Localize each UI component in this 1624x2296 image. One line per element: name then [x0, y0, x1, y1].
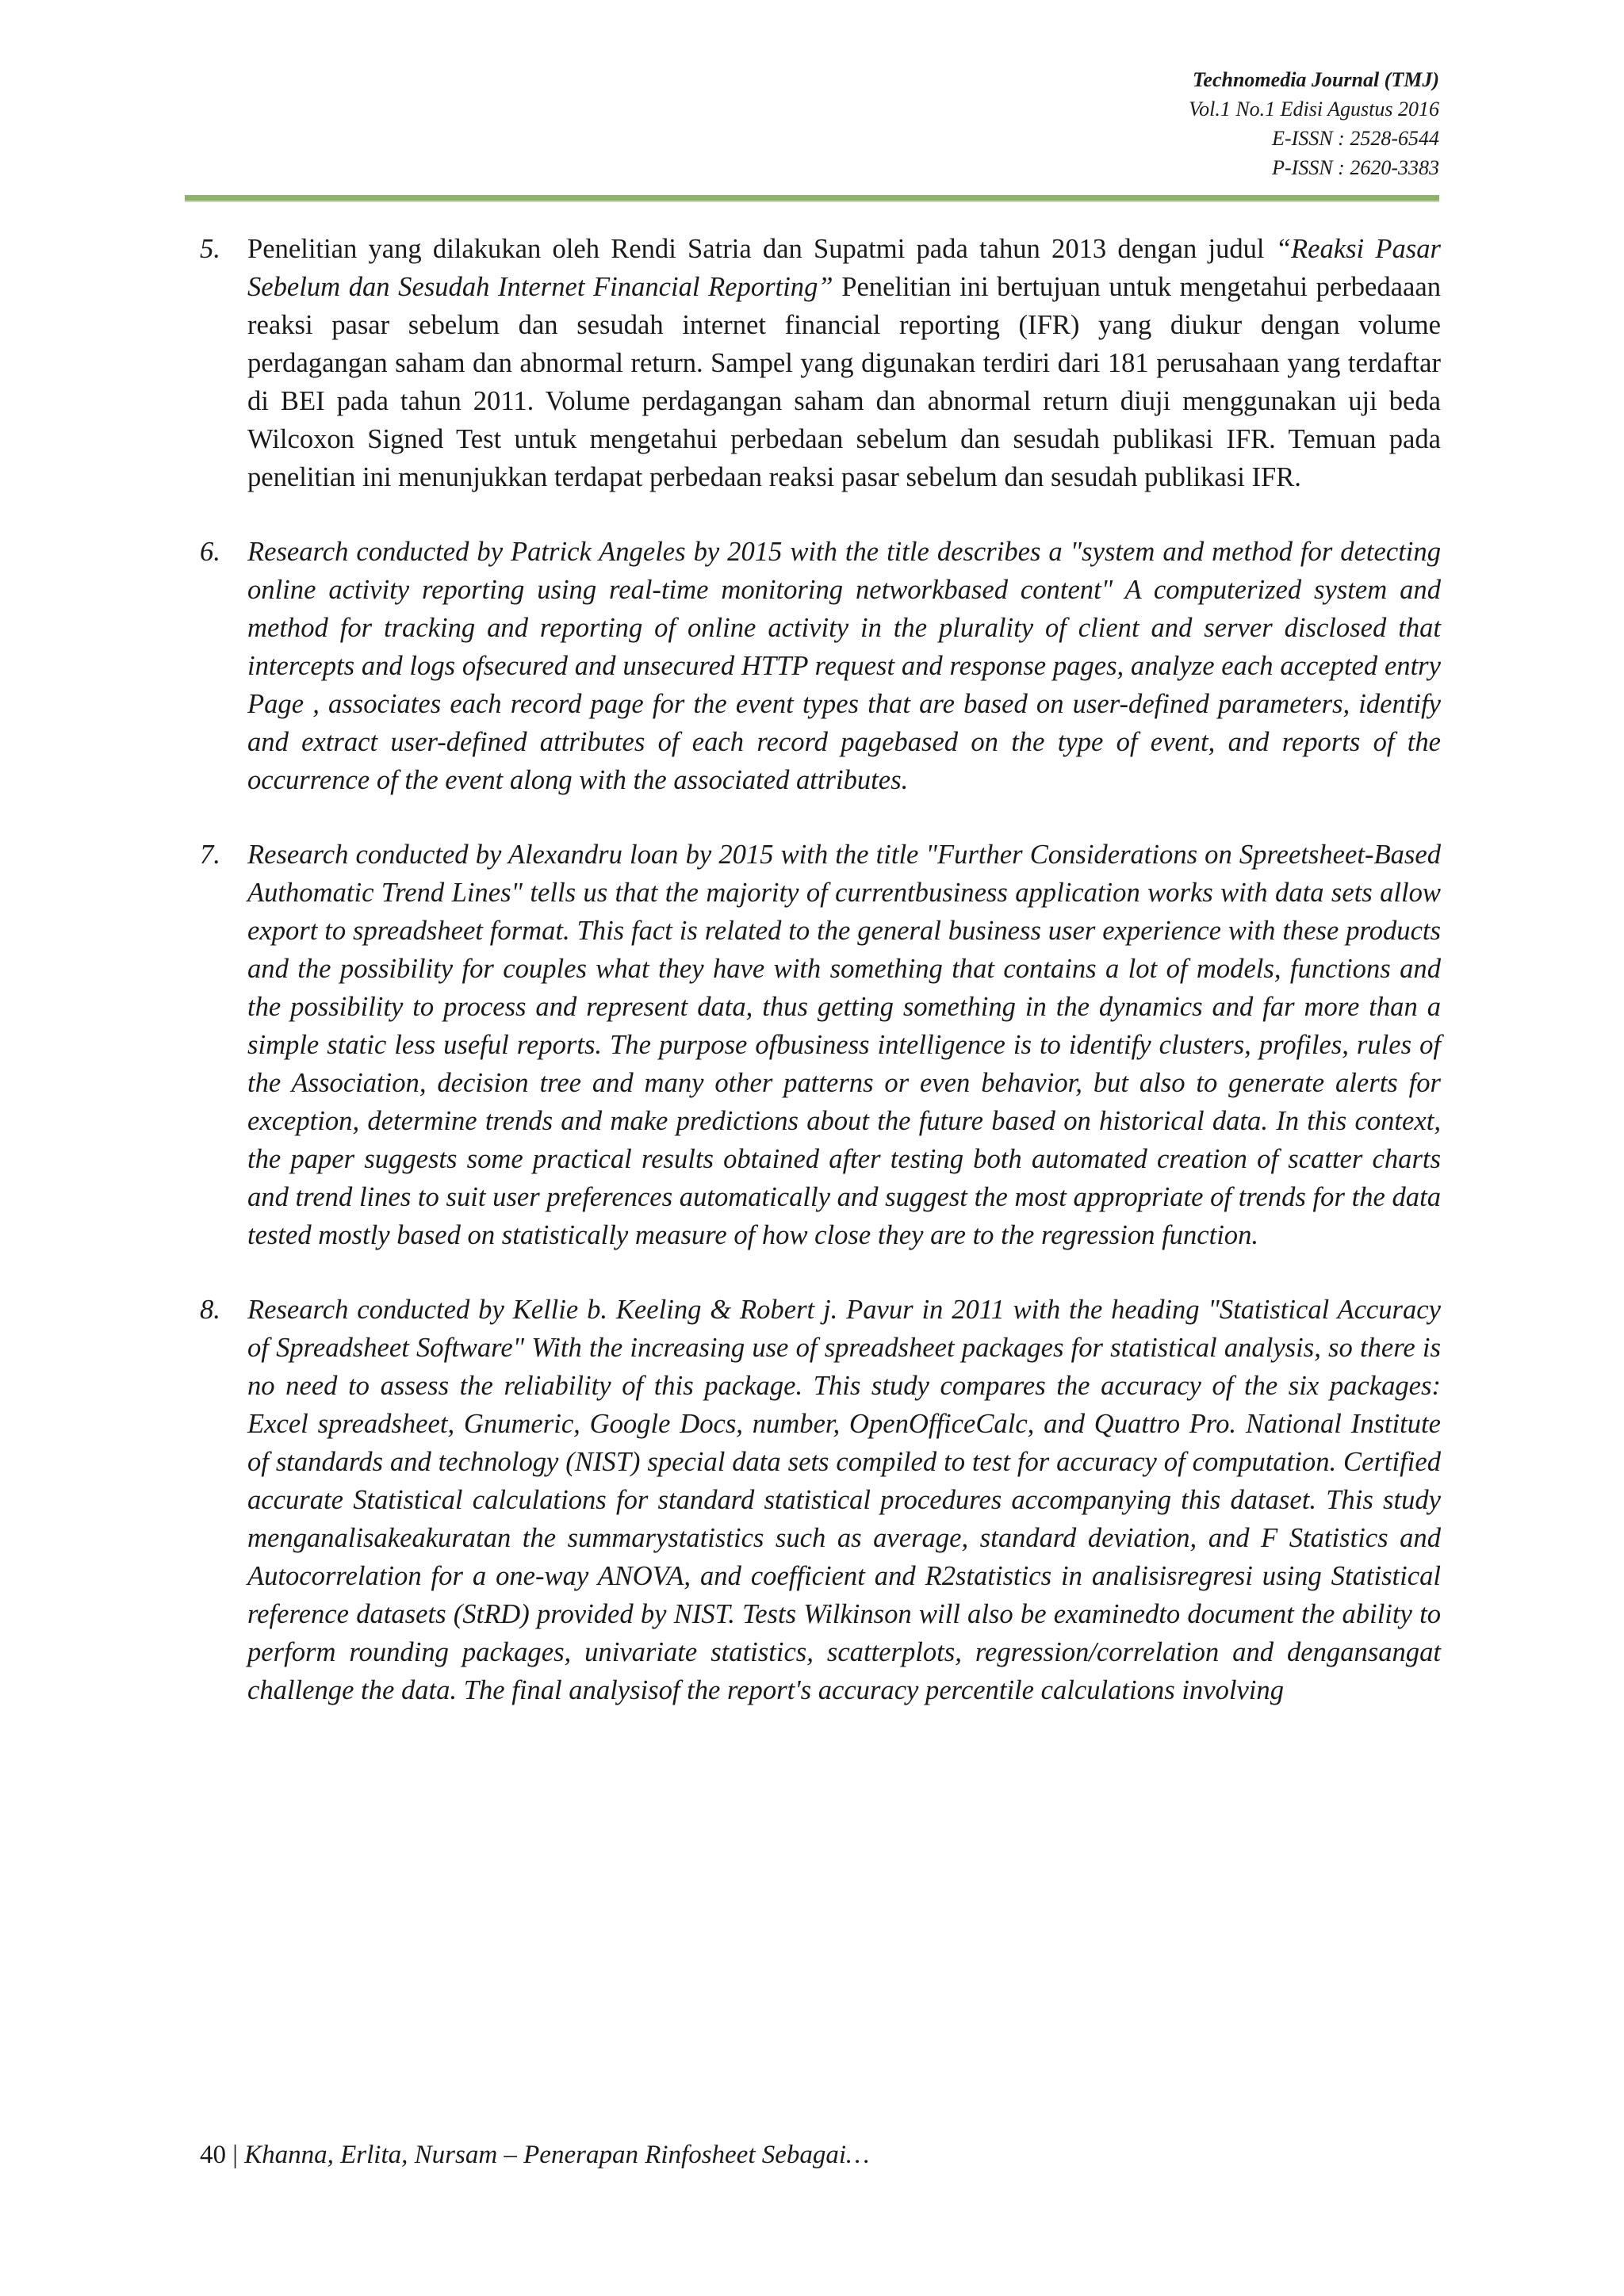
list-item-text: Research conducted by Kellie b. Keeling & Robert j. Pavur in 2011 with the heading "Statistical Accuracy of Spreadsheet Software" With the increasing use of spreadsheet packages for statistical analysis, so there is no need to assess the reliability of this package. This study compares the accuracy of the six packages: Excel spreadsheet, Gnumeric, Google Docs, number, OpenOfficeCalc, and Quattro Pro. National Institute of standards and technology (NIST) special data sets compiled to test for accuracy of computation. Certified accurate Statistical calculations for standard statistical procedures accompanying this dataset. This study menganalisakeakuratan the summarystatistics such as average, standard deviation, and F Statistics and Autocorrelation for a one-way ANOVA, and coefficient and R2statistics in analisisregresi using Statistical reference datasets (StRD) provided by NIST. Tests Wilkinson will also be examinedto document the ability to perform rounding packages, univariate statistics, scatterplots, regression/correlation and dengansangat challenge the data. The final analysisof the report's accuracy percentile calculations involving	[247, 1295, 1441, 1705]
list-item-7	[200, 836, 1441, 1254]
journal-title: Technomedia Journal (TMJ)	[1192, 68, 1439, 91]
running-title: Khanna, Erlita, Nursam – Penerapan Rinfosheet Sebagai…	[244, 2141, 870, 2169]
list-item-text	[247, 230, 1441, 496]
article-title: “Reaksi Pasar Sebelum dan Sesudah Internet Financial Reporting”	[247, 234, 1441, 302]
page-footer	[200, 2141, 869, 2170]
page-number: 40 |	[200, 2141, 245, 2169]
list-item-number: 7.	[200, 840, 220, 870]
list-item-text: Research conducted by Alexandru loan by 2015 with the title "Further Considerations on Spreetsheet-Based Authomatic Trend Lines" tells us that the majority of currentbusiness application works with data sets allow export to spreadsheet format. This fact is related to the general business user experience with these products and the possibility for couples what they have with something that contains a lot of models, functions and the possibility to process and represent data, thus getting something in the dynamics and far more than a simple static less useful reports. The purpose ofbusiness intelligence is to identify clusters, profiles, rules of the Association, decision tree and many other patterns or even behavior, but also to generate alerts for exception, determine trends and make predictions about the future based on historical data. In this context, the paper suggests some practical results obtained after testing both automated creation of scatter charts and trend lines to suit user preferences automatically and suggest the most appropriate of trends for the data tested mostly based on statistically measure of how close they are to the regression function.	[247, 840, 1441, 1250]
text-part: Penelitian yang dilakukan oleh Rendi Satria dan Supatmi pada tahun 2013 dengan judul	[247, 234, 1276, 264]
article-body	[200, 230, 1441, 1746]
list-item-8	[200, 1291, 1441, 1709]
list-item-5	[200, 230, 1441, 496]
list-item-number: 8.	[200, 1295, 220, 1325]
list-item-number: 6.	[200, 537, 220, 567]
header-divider	[185, 195, 1439, 202]
journal-pissn: P-ISSN : 2620-3383	[1272, 156, 1439, 179]
journal-header	[1189, 65, 1439, 182]
list-item-6	[200, 533, 1441, 799]
text-part: Penelitian ini bertujuan untuk mengetahui perbedaaan reaksi pasar sebelum dan sesudah internet financial reporting (IFR) yang diukur dengan volume perdagangan saham dan abnormal return. Sampel yang digunakan terdiri dari 181 perusahaan yang terdaftar di BEI pada tahun 2011. Volume perdagangan saham dan abnormal return diuji menggunakan uji beda Wilcoxon Signed Test untuk mengetahui perbedaan sebelum dan sesudah publikasi IFR. Temuan pada penelitian ini menunjukkan terdapat perbedaan reaksi pasar sebelum dan sesudah publikasi IFR.	[247, 272, 1441, 492]
journal-volume: Vol.1 No.1 Edisi Agustus 2016	[1189, 98, 1439, 121]
list-item-number: 5.	[200, 234, 220, 264]
journal-eissn: E-ISSN : 2528-6544	[1272, 127, 1439, 150]
list-item-text: Research conducted by Patrick Angeles by 2015 with the title describes a "system and method for detecting online activity reporting using real-time monitoring networkbased content" A computerized system and method for tracking and reporting of online activity in the plurality of client and server disclosed that intercepts and logs ofsecured and unsecured HTTP request and response pages, analyze each accepted entry Page , associates each record page for the event types that are based on user-defined parameters, identify and extract user-defined attributes of each record pagebased on the type of event, and reports of the occurrence of the event along with the associated attributes.	[247, 537, 1441, 795]
